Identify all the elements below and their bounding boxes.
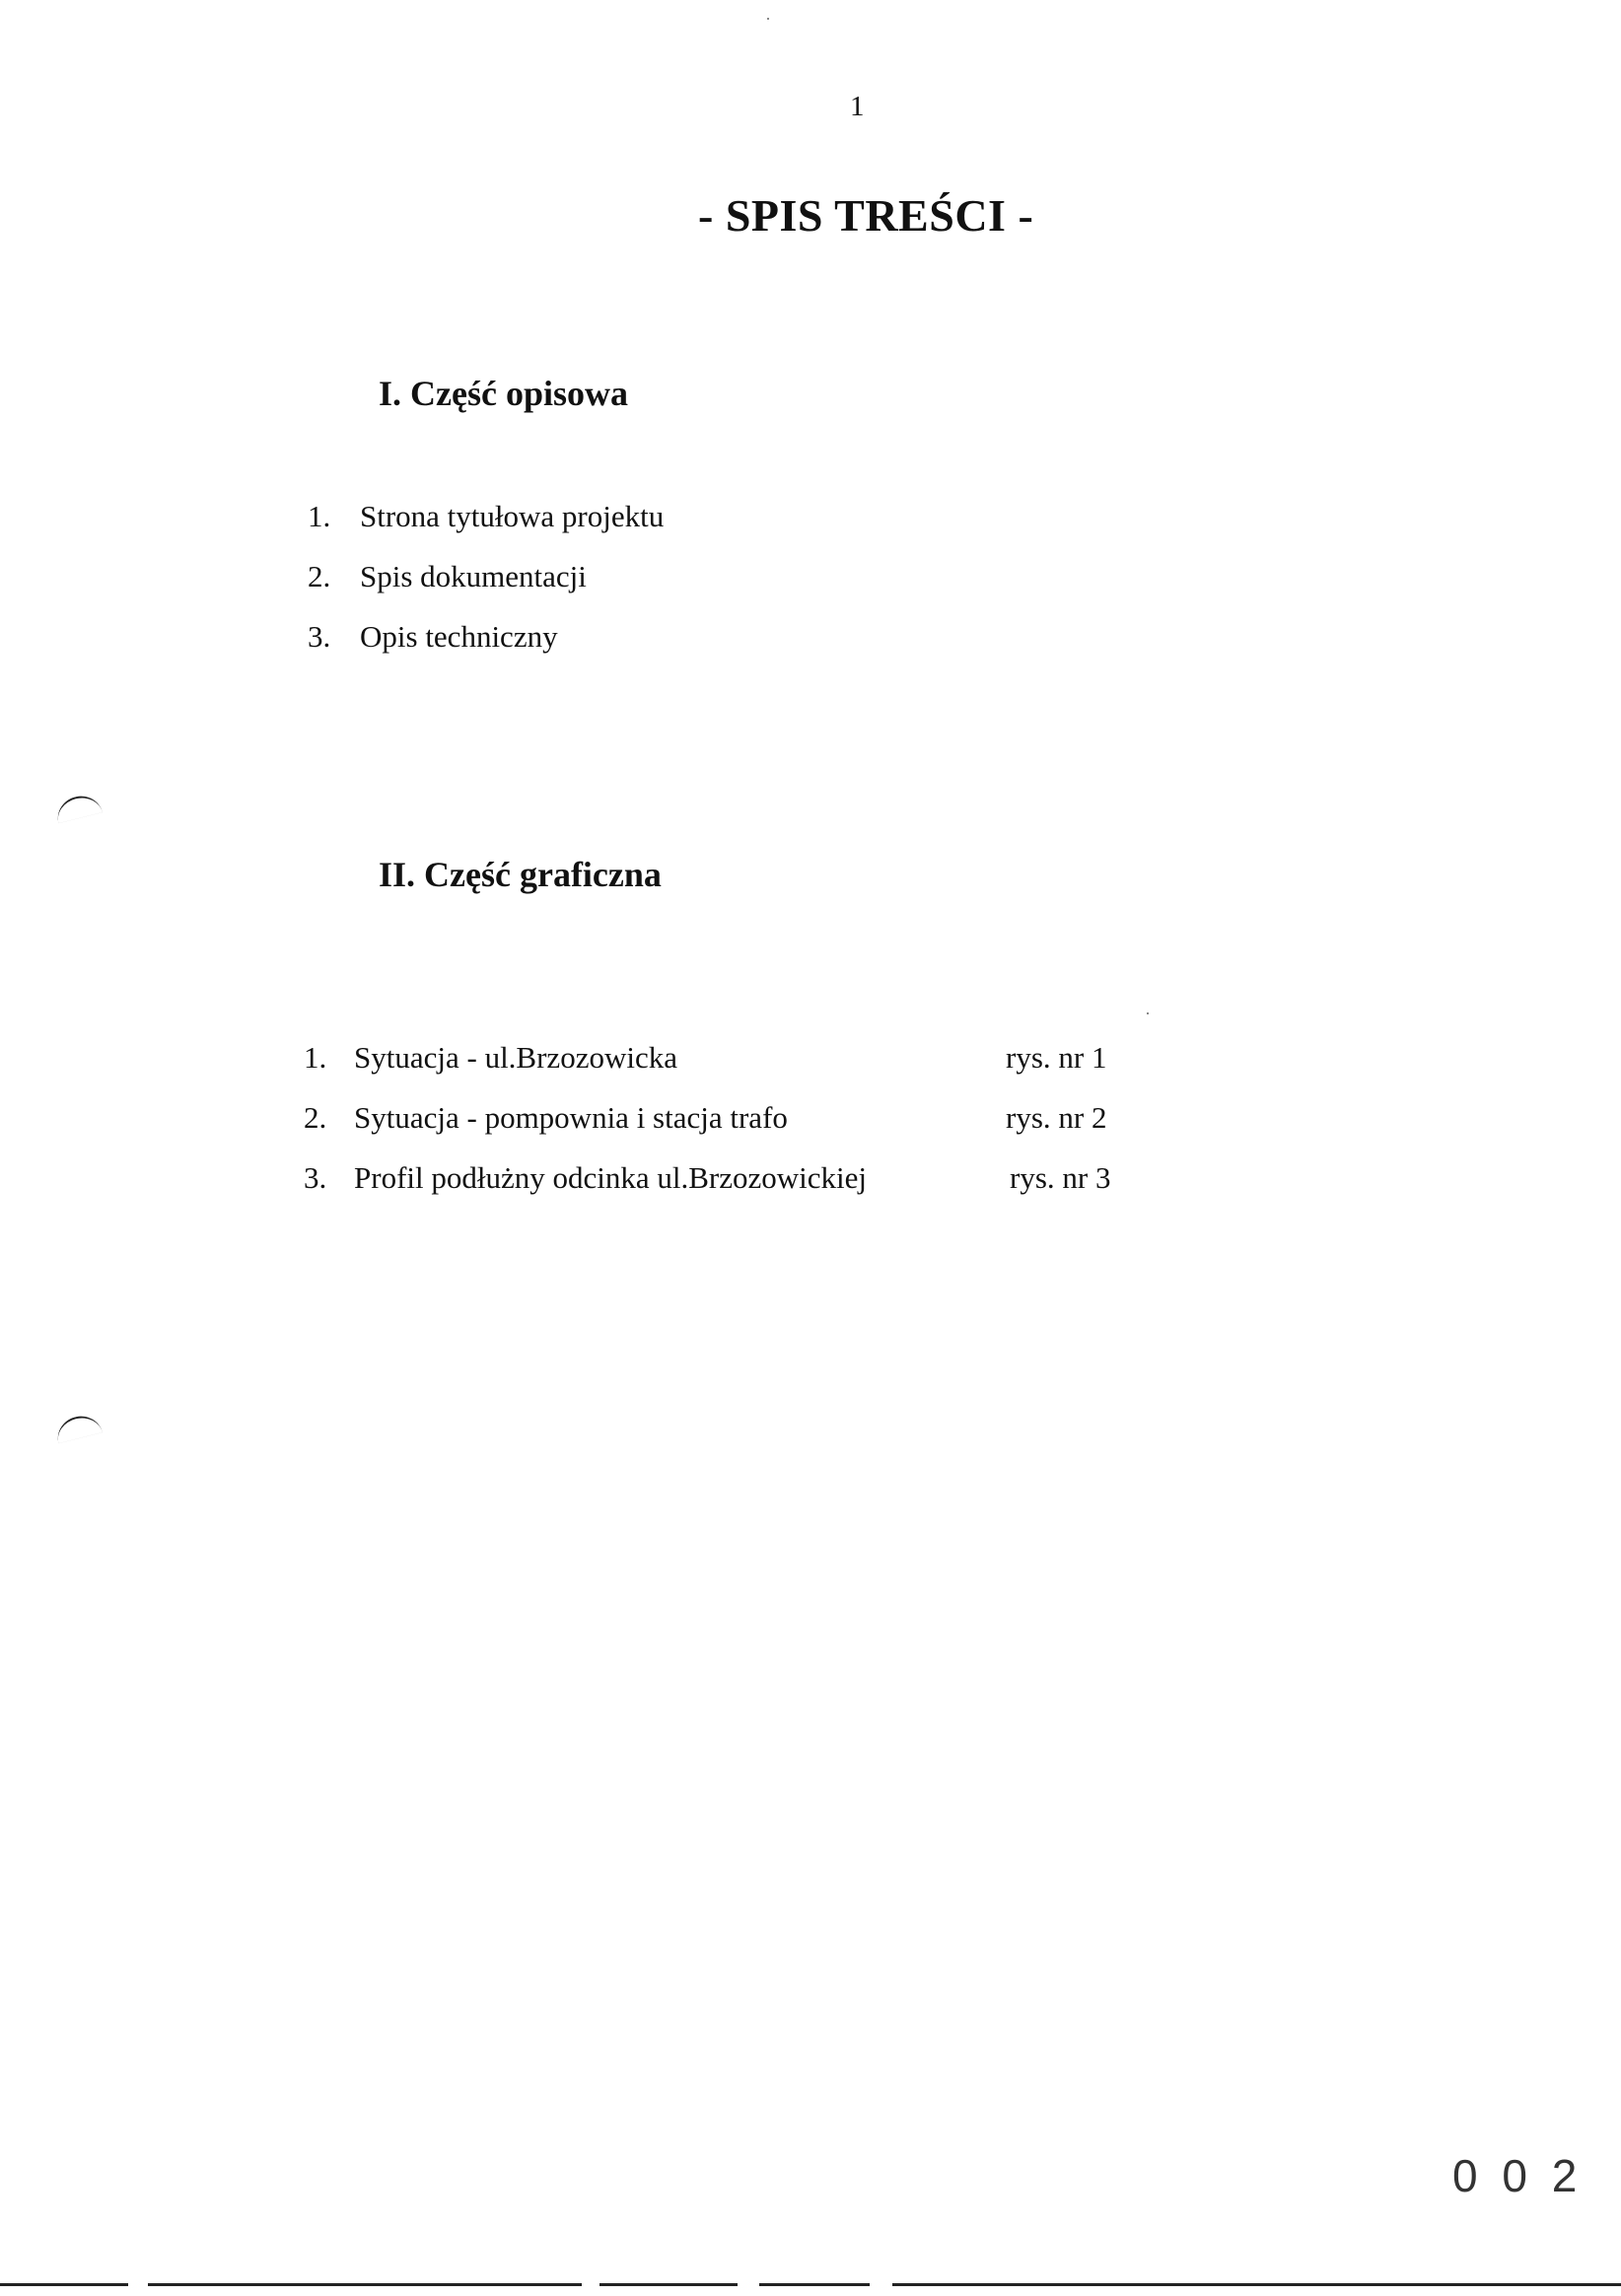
list-item [304, 1100, 1152, 1140]
list-item [304, 1160, 1152, 1200]
bottom-scan-edge [892, 2283, 1621, 2286]
scan-hole-mark [53, 1412, 103, 1443]
item-number: 1. [304, 1040, 327, 1075]
item-label: Sytuacja - ul.Brzozowicka [354, 1040, 677, 1075]
scan-dot [1147, 1012, 1149, 1014]
drawing-reference: rys. nr 2 [1006, 1100, 1107, 1135]
drawing-reference: rys. nr 1 [1006, 1040, 1107, 1075]
bottom-scan-edge [0, 2283, 128, 2286]
list-item [304, 1040, 1152, 1079]
list-item [308, 559, 899, 598]
drawing-reference: rys. nr 3 [1010, 1160, 1111, 1195]
item-number: 2. [308, 559, 331, 593]
item-label: Spis dokumentacji [360, 559, 587, 593]
list-item [308, 619, 899, 659]
scan-hole-mark [53, 792, 103, 823]
page-number: 1 [850, 91, 865, 122]
scan-dot [767, 18, 769, 20]
item-label: Opis techniczny [360, 619, 558, 654]
item-number: 3. [304, 1160, 327, 1195]
item-number: 1. [308, 499, 331, 533]
section-heading-descriptive: I. Część opisowa [379, 374, 628, 413]
bottom-scan-edge [599, 2283, 738, 2286]
item-label: Strona tytułowa projektu [360, 499, 665, 533]
item-label: Sytuacja - pompownia i stacja trafo [354, 1100, 788, 1135]
item-label: Profil podłużny odcinka ul.Brzozowickiej [354, 1160, 867, 1195]
section-heading-graphic: II. Część graficzna [379, 855, 662, 894]
bottom-scan-edge [148, 2283, 582, 2286]
bottom-scan-edge [759, 2283, 870, 2286]
item-number: 2. [304, 1100, 327, 1135]
list-item [308, 499, 899, 538]
item-number: 3. [308, 619, 331, 654]
archive-stamp-number: 0 0 2 [1452, 2150, 1584, 2201]
document-title: - SPIS TREŚCI - [698, 190, 1034, 241]
